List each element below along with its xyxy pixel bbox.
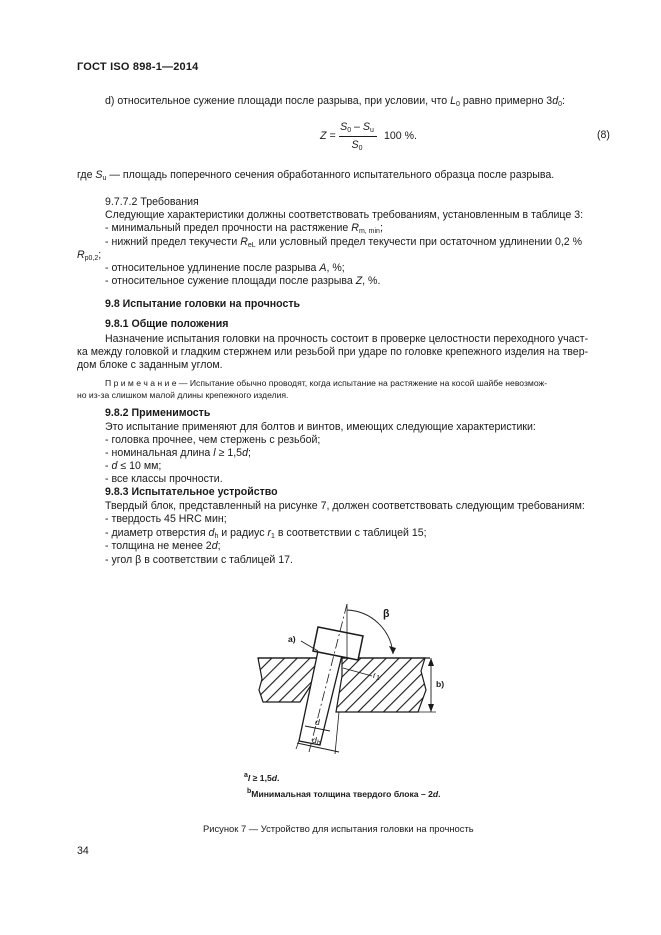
- var-d: d: [111, 460, 118, 472]
- list-item: - твердость 45 HRC мин;: [105, 513, 227, 525]
- item-text: в соответствии с таблицей 15;: [277, 527, 427, 539]
- list-item: - головка прочнее, чем стержень с резьбой;: [105, 434, 321, 446]
- sub-u: u: [369, 127, 374, 134]
- item-end: ;: [247, 447, 251, 459]
- item-dash: -: [105, 460, 109, 472]
- var-l: l: [247, 772, 251, 783]
- footnote-end: .: [277, 772, 280, 783]
- var-R: R: [351, 222, 359, 234]
- sub-h: h: [214, 533, 219, 540]
- sub-1: 1: [271, 533, 275, 540]
- section-9772-heading: 9.7.7.2 Требования: [105, 196, 199, 208]
- list-item: - угол β в соответствии с таблицей 17.: [105, 554, 293, 566]
- var-l: l: [213, 447, 216, 459]
- sub-0: 0: [358, 145, 363, 152]
- figure-caption: Рисунок 7 — Устройство для испытания головки на прочность: [203, 823, 474, 834]
- sub-u: u: [102, 175, 107, 182]
- var-d: d: [312, 735, 317, 745]
- footnote-text: ≥ 1,5: [250, 772, 272, 783]
- var-Z: Z: [355, 275, 363, 287]
- formula-number: (8): [597, 129, 610, 141]
- item-text: - относительное сужение площади после разрыва: [105, 275, 353, 287]
- paragraph-line: ка между головкой и гладким стержнем или резьбой при ударе по головке крепежного изделия на твер-: [77, 346, 589, 358]
- note-text: — Испытание обычно проводят, когда испытание на растяжение на косой шайбе невозмож-: [176, 378, 548, 388]
- footnote-mark: b: [247, 788, 252, 795]
- sub-eL: eL: [247, 242, 256, 249]
- hard-block-right: [336, 658, 426, 712]
- var-d: d: [211, 540, 218, 552]
- var-Su: S: [362, 121, 370, 133]
- sub-0: 0: [347, 127, 352, 134]
- sub-h: h: [316, 740, 321, 747]
- var-r: r: [373, 670, 376, 680]
- var-R: R: [240, 236, 248, 248]
- var-S0: S: [340, 121, 348, 133]
- sub-m-min: m, min: [358, 228, 380, 235]
- minus-sign: –: [354, 121, 360, 133]
- item-text: ≤ 10 мм;: [117, 460, 162, 472]
- footnote-mark: a: [244, 772, 248, 779]
- section-d-rest: равно примерно 3: [462, 95, 553, 107]
- where-text: — площадь поперечного сечения обработанного испытательного образца после разрыва.: [109, 169, 555, 181]
- footnote-end: .: [438, 788, 441, 799]
- paragraph-line: дом блоке с заданным углом.: [77, 359, 223, 371]
- var-S: S: [95, 169, 103, 181]
- item-text: - номинальная длина: [105, 447, 211, 459]
- section-981-heading: 9.8.1 Общие положения: [105, 318, 229, 330]
- formula-lhs: Z =: [320, 130, 336, 142]
- list-item: - все классы прочности.: [105, 473, 223, 485]
- item-text: - диаметр отверстия: [105, 527, 206, 539]
- item-text: - толщина не менее 2: [105, 540, 212, 552]
- sub-1: 1: [375, 675, 380, 682]
- item-text: ≥ 1,5: [215, 447, 243, 459]
- page-number: 34: [77, 845, 89, 857]
- footnote-text: Минимальная толщина твердого блока – 2: [251, 788, 433, 799]
- item-text: - нижний предел текучести: [105, 236, 238, 248]
- var-A: A: [319, 262, 327, 274]
- item-text: - минимальный предел прочности на растяжение: [105, 222, 349, 234]
- var-d: d: [432, 788, 439, 799]
- document-header: ГОСТ ISO 898-1—2014: [77, 61, 199, 73]
- section-9772-intro: Следующие характеристики должны соответствовать требованиям, установленным в таблице 3:: [105, 209, 584, 221]
- section-d-end: :: [562, 95, 565, 107]
- section-983-intro: Твердый блок, представленный на рисунке 7, должен соответствовать следующим требованиям:: [105, 500, 585, 512]
- item-end: ;: [217, 540, 221, 552]
- item-text: или условный предел текучести при остаточном удлинении 0,2 %: [258, 236, 583, 248]
- figure-label-dh: [312, 734, 321, 746]
- var-d: d: [242, 447, 248, 459]
- where-prefix: где: [77, 169, 93, 181]
- item-end: ;: [98, 249, 102, 261]
- figure-label-r1: [373, 669, 380, 681]
- item-end: , %.: [362, 275, 381, 287]
- paragraph-line: Назначение испытания головки на прочность состоит в проверке целостности переходного участ-: [105, 333, 589, 345]
- figure-footnote-a: [244, 770, 279, 784]
- section-982-intro: Это испытание применяют для болтов и винтов, имеющих следующие характеристики:: [105, 421, 536, 433]
- figure-label-beta: β: [383, 608, 390, 620]
- section-98-heading: 9.8 Испытание головки на прочность: [105, 298, 301, 310]
- item-text: - относительное удлинение после разрыва: [105, 262, 317, 274]
- sub-p02: p0,2: [84, 255, 99, 262]
- figure-label-a: a): [288, 634, 296, 644]
- figure-footnote-b: [247, 786, 441, 800]
- var-L: L: [450, 95, 457, 107]
- sub-0: 0: [558, 101, 562, 108]
- item-end: ;: [379, 222, 383, 234]
- section-983-heading: 9.8.3 Испытательное устройство: [105, 486, 278, 498]
- item-end: , %;: [326, 262, 345, 274]
- section-d-text: d) относительное сужение площади после разрыва, при условии, что: [105, 95, 448, 107]
- formula-factor: 100 %.: [384, 130, 417, 142]
- section-982-heading: 9.8.2 Применимость: [105, 407, 211, 419]
- var-d: d: [208, 527, 215, 539]
- figure-label-d: d: [315, 717, 320, 727]
- note-line: но из-за слишком малой длины крепежного изделия.: [77, 390, 289, 400]
- figure-label-b: b): [436, 679, 445, 689]
- var-R: R: [77, 249, 85, 261]
- var-r: r: [267, 527, 271, 539]
- item-text: и радиус: [221, 527, 265, 539]
- sub-0: 0: [456, 101, 460, 108]
- note-label: П р и м е ч а н и е: [105, 378, 177, 388]
- var-d: d: [271, 772, 277, 783]
- var-S0: S: [351, 139, 359, 151]
- var-d: d: [552, 95, 559, 107]
